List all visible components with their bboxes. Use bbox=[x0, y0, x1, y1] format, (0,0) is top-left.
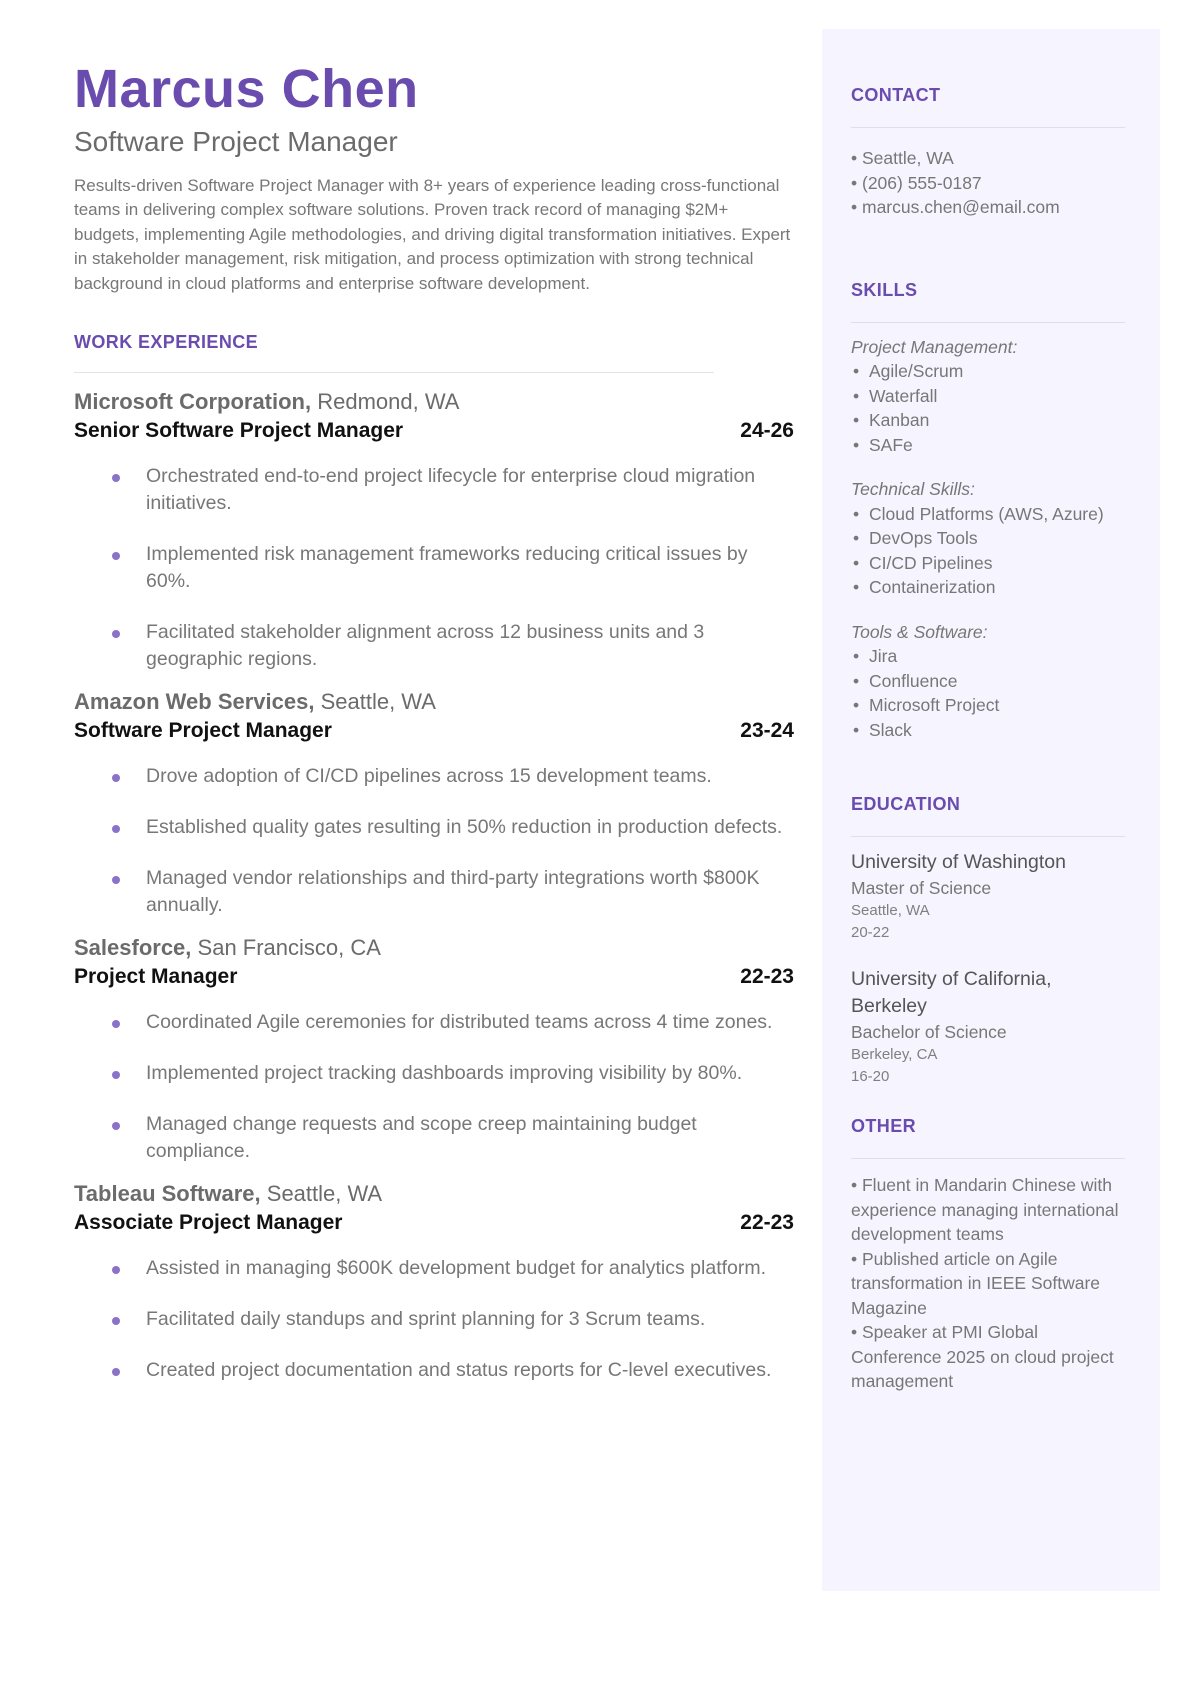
skill-text: Confluence bbox=[869, 670, 958, 691]
skill-item bbox=[851, 718, 1125, 743]
skill-item bbox=[851, 669, 1125, 694]
job-bullet bbox=[74, 463, 794, 517]
job-list bbox=[74, 387, 794, 1384]
skill-item bbox=[851, 433, 1125, 458]
skill-item bbox=[851, 359, 1125, 384]
other-heading: OTHER bbox=[851, 1116, 916, 1136]
job-location: Seattle, WA bbox=[266, 1181, 383, 1207]
education-degree: Master of Science bbox=[851, 878, 992, 898]
bullet-dot-icon: • bbox=[853, 434, 860, 455]
skill-text: Kanban bbox=[869, 410, 930, 430]
other-item: • Fluent in Mandarin Chinese with experience managing international development teams bbox=[851, 1175, 1119, 1244]
skill-item bbox=[851, 575, 1125, 600]
job-dates: 23-24 bbox=[740, 719, 794, 743]
job-company: Tableau Software, bbox=[74, 1181, 261, 1207]
skill-text: Containerization bbox=[869, 577, 996, 597]
sidebar-content bbox=[851, 29, 1125, 1394]
job-bullet bbox=[74, 1111, 794, 1165]
job-bullet-text: Established quality gates resulting in 50% reduction in production defects. bbox=[146, 816, 783, 839]
contact-phone: • (206) 555-0187 bbox=[851, 172, 982, 193]
bullet-dot-icon bbox=[112, 1266, 120, 1274]
job-bullet bbox=[74, 763, 794, 790]
skill-item bbox=[851, 551, 1125, 576]
skill-group bbox=[851, 477, 1125, 600]
job-role: Senior Software Project Manager bbox=[74, 419, 404, 443]
job-dates: 22-23 bbox=[740, 1211, 794, 1235]
job-header bbox=[74, 1179, 794, 1209]
section-divider bbox=[74, 372, 714, 373]
job-entry bbox=[74, 387, 794, 673]
bullet-dot-icon: • bbox=[853, 361, 860, 381]
bullet-dot-icon: • bbox=[853, 695, 860, 715]
education-dates: 20-22 bbox=[851, 924, 890, 941]
skill-text: Cloud Platforms (AWS, Azure) bbox=[869, 503, 1104, 524]
other-section bbox=[851, 1114, 1125, 1394]
contact-list bbox=[851, 146, 1125, 220]
job-bullet bbox=[74, 1357, 794, 1384]
contact-location: • Seattle, WA bbox=[851, 148, 954, 168]
bullet-dot-icon bbox=[112, 825, 120, 833]
contact-heading: CONTACT bbox=[851, 85, 941, 105]
bullet-dot-icon bbox=[112, 474, 120, 482]
job-header bbox=[74, 387, 794, 417]
skill-item bbox=[851, 384, 1125, 409]
job-dates: 22-23 bbox=[740, 965, 794, 989]
job-bullets bbox=[74, 763, 794, 919]
job-bullet bbox=[74, 1306, 794, 1333]
skill-text: Agile/Scrum bbox=[869, 361, 964, 381]
job-bullets bbox=[74, 463, 794, 673]
skill-group-label: Tools & Software: bbox=[851, 621, 988, 642]
job-bullet-text: Orchestrated end-to-end project lifecycle for enterprise cloud migration initiatives. bbox=[146, 465, 756, 515]
job-bullet-text: Coordinated Agile ceremonies for distributed teams across 4 time zones. bbox=[146, 1011, 773, 1034]
job-role: Associate Project Manager bbox=[74, 1211, 343, 1235]
education-entry bbox=[851, 849, 1125, 944]
job-bullet-text: Drove adoption of CI/CD pipelines across 15 development teams. bbox=[146, 765, 712, 788]
bullet-dot-icon bbox=[112, 1122, 120, 1130]
sidebar bbox=[822, 29, 1160, 1591]
bullet-dot-icon: • bbox=[853, 410, 860, 430]
bullet-dot-icon: • bbox=[853, 528, 860, 548]
job-entry bbox=[74, 1179, 794, 1384]
bullet-dot-icon bbox=[112, 552, 120, 560]
job-bullet-text: Created project documentation and status reports for C-level executives. bbox=[146, 1359, 772, 1382]
candidate-title: Software Project Manager bbox=[74, 126, 398, 157]
job-bullets bbox=[74, 1009, 794, 1165]
job-dates: 24-26 bbox=[740, 419, 794, 443]
job-bullet-text: Facilitated stakeholder alignment across 12 business units and 3 geographic regions. bbox=[146, 621, 705, 671]
skill-text: DevOps Tools bbox=[869, 528, 978, 548]
job-bullet bbox=[74, 1060, 794, 1087]
contact-section bbox=[851, 83, 1125, 220]
job-bullet-text: Managed vendor relationships and third-party integrations worth $800K annually. bbox=[146, 867, 760, 917]
skill-group bbox=[851, 620, 1125, 743]
skill-group-label: Project Management: bbox=[851, 336, 1018, 357]
professional-summary: Results-driven Software Project Manager with 8+ years of experience leading cross-functional teams in delivering complex software solutions. Proven track record of managing $2M+ budgets, implementing Agile methodologies, and driving digital transformation initiatives. Expert in stakeholder management, risk mitigation, and process optimization with strong technical background in cloud platforms and enterprise software development. bbox=[74, 176, 791, 293]
job-bullet bbox=[74, 814, 794, 841]
job-bullet-text: Assisted in managing $600K development budget for analytics platform. bbox=[146, 1257, 767, 1280]
job-role: Project Manager bbox=[74, 965, 238, 989]
education-entry bbox=[851, 966, 1125, 1088]
skills-heading: SKILLS bbox=[851, 279, 918, 300]
job-company: Amazon Web Services, bbox=[74, 689, 315, 715]
skill-item bbox=[851, 502, 1125, 527]
education-heading: EDUCATION bbox=[851, 794, 961, 814]
job-role-row bbox=[74, 417, 794, 445]
skill-item bbox=[851, 644, 1125, 669]
skill-text: CI/CD Pipelines bbox=[869, 552, 993, 573]
job-bullet bbox=[74, 619, 794, 673]
skill-text: SAFe bbox=[869, 434, 913, 455]
other-item: • Speaker at PMI Global Conference 2025 on cloud project management bbox=[851, 1322, 1114, 1391]
bullet-dot-icon: • bbox=[853, 385, 860, 406]
education-dates: 16-20 bbox=[851, 1068, 890, 1085]
bullet-dot-icon bbox=[112, 630, 120, 638]
job-bullet bbox=[74, 865, 794, 919]
bullet-dot-icon bbox=[112, 1071, 120, 1079]
skills-section bbox=[851, 278, 1125, 743]
main-column bbox=[74, 56, 794, 1394]
skill-text: Jira bbox=[869, 646, 898, 666]
contact-email: • marcus.chen@email.com bbox=[851, 197, 1060, 217]
skill-group bbox=[851, 335, 1125, 458]
job-entry bbox=[74, 687, 794, 919]
bullet-dot-icon: • bbox=[853, 503, 860, 524]
bullet-dot-icon bbox=[112, 774, 120, 782]
job-entry bbox=[74, 933, 794, 1165]
education-location: Berkeley, CA bbox=[851, 1046, 938, 1063]
education-school: University of Washington bbox=[851, 851, 1066, 873]
sidebar-divider bbox=[851, 322, 1125, 323]
job-bullet-text: Implemented risk management frameworks reducing critical issues by 60%. bbox=[146, 543, 748, 593]
job-location: Redmond, WA bbox=[317, 389, 460, 415]
sidebar-divider bbox=[851, 836, 1125, 837]
bullet-dot-icon bbox=[112, 1317, 120, 1325]
other-list bbox=[851, 1173, 1125, 1394]
job-role: Software Project Manager bbox=[74, 719, 332, 743]
education-degree: Bachelor of Science bbox=[851, 1022, 1007, 1042]
job-role-row bbox=[74, 1209, 794, 1237]
skill-text: Waterfall bbox=[869, 385, 938, 406]
sidebar-divider bbox=[851, 127, 1125, 128]
job-bullet-text: Facilitated daily standups and sprint planning for 3 Scrum teams. bbox=[146, 1308, 706, 1331]
job-bullet bbox=[74, 541, 794, 595]
job-bullet bbox=[74, 1255, 794, 1282]
job-location: Seattle, WA bbox=[320, 689, 436, 715]
bullet-dot-icon: • bbox=[853, 670, 860, 691]
skill-list bbox=[851, 502, 1125, 600]
skill-item bbox=[851, 526, 1125, 551]
candidate-name: Marcus Chen bbox=[74, 59, 419, 119]
job-header bbox=[74, 687, 794, 717]
education-school: University of California, Berkeley bbox=[851, 968, 1052, 1017]
job-bullet bbox=[74, 1009, 794, 1036]
education-section bbox=[851, 792, 1125, 1088]
sidebar-divider bbox=[851, 1158, 1125, 1159]
job-role-row bbox=[74, 963, 794, 991]
job-location: San Francisco, CA bbox=[197, 935, 381, 961]
job-header bbox=[74, 933, 794, 963]
education-location: Seattle, WA bbox=[851, 902, 930, 919]
job-bullets bbox=[74, 1255, 794, 1384]
job-bullet-text: Managed change requests and scope creep maintaining budget compliance. bbox=[146, 1113, 697, 1163]
bullet-dot-icon bbox=[112, 1020, 120, 1028]
bullet-dot-icon bbox=[112, 1368, 120, 1376]
bullet-dot-icon bbox=[112, 876, 120, 884]
skill-group-label: Technical Skills: bbox=[851, 479, 975, 499]
skill-item bbox=[851, 693, 1125, 718]
skill-list bbox=[851, 359, 1125, 457]
bullet-dot-icon: • bbox=[853, 719, 860, 740]
other-item: • Published article on Agile transformation in IEEE Software Magazine bbox=[851, 1248, 1100, 1318]
job-role-row bbox=[74, 717, 794, 745]
job-bullet-text: Implemented project tracking dashboards improving visibility by 80%. bbox=[146, 1062, 743, 1085]
job-company: Microsoft Corporation, bbox=[74, 389, 312, 415]
bullet-dot-icon: • bbox=[853, 552, 860, 573]
job-company: Salesforce, bbox=[74, 935, 192, 961]
skill-text: Slack bbox=[869, 719, 912, 740]
skill-text: Microsoft Project bbox=[869, 695, 1000, 715]
skill-item bbox=[851, 408, 1125, 433]
skill-list bbox=[851, 644, 1125, 742]
work-experience-heading: WORK EXPERIENCE bbox=[74, 332, 259, 353]
bullet-dot-icon: • bbox=[853, 577, 860, 597]
bullet-dot-icon: • bbox=[853, 646, 860, 666]
